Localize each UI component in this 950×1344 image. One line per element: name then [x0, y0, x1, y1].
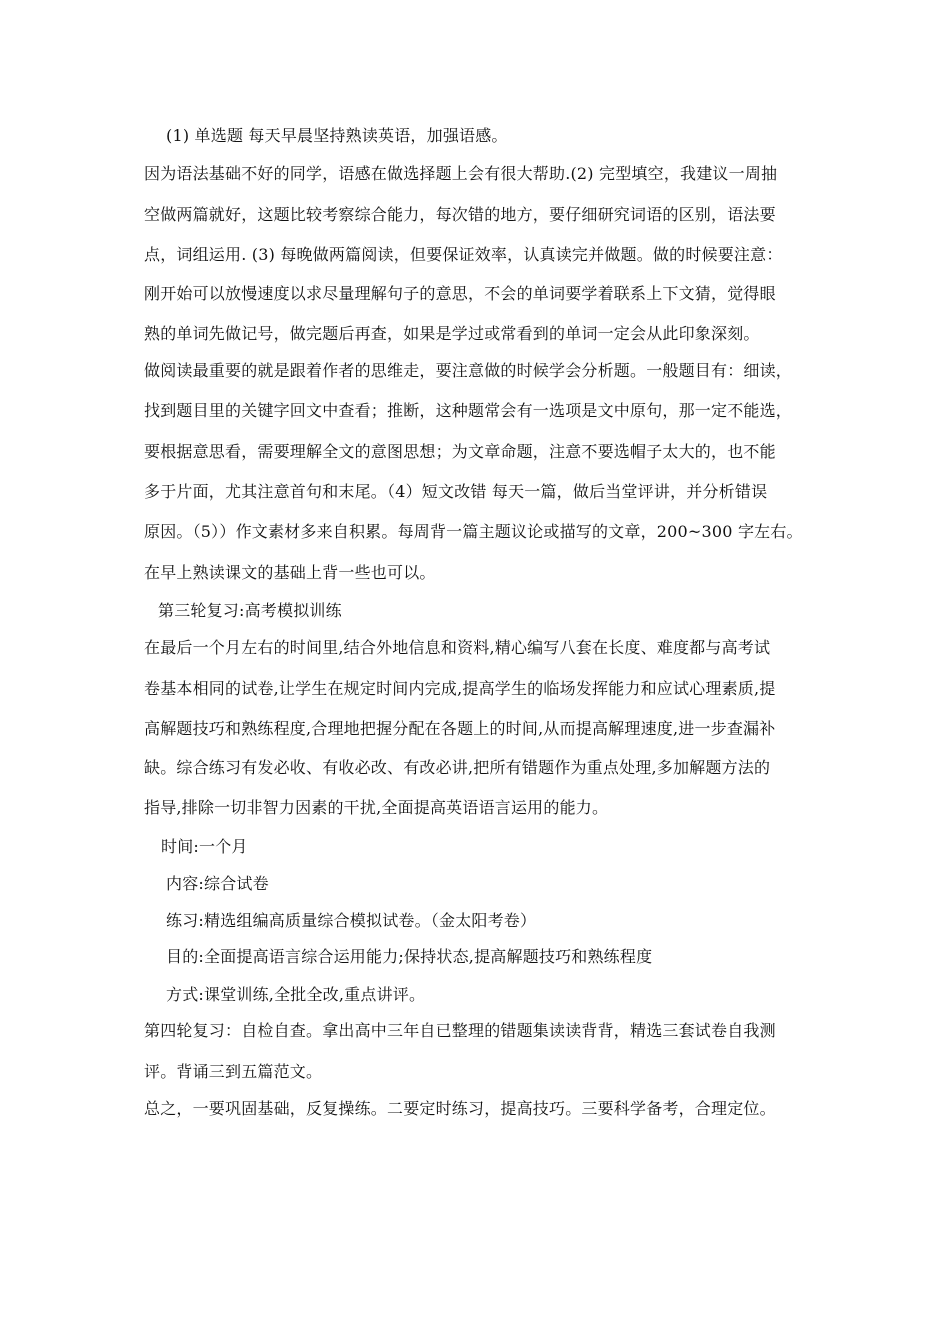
text-line-1: (1) 单选题 每天早晨坚持熟读英语，加强语感。 — [166, 126, 508, 145]
text-line-6: 熟的单词先做记号，做完题后再查，如果是学过或常看到的单词一定会从此印象深刻。 — [144, 324, 760, 343]
text-line-15: 卷基本相同的试卷,让学生在规定时间内完成,提高学生的临场发挥能力和应试心理素质,提 — [144, 679, 776, 698]
text-line-10: 多于片面，尤其注意首句和末尾。（4）短文改错 每天一篇，做后当堂评讲，并分析错误 — [144, 482, 768, 501]
text-line-7: 做阅读最重要的就是跟着作者的思维走，要注意做的时候学会分析题。一般题目有：细读， — [144, 361, 793, 380]
text-line-11: 原因。（5））作文素材多来自积累。每周背一篇主题议论或描写的文章，200~300 字左右。 — [144, 522, 803, 541]
item-method: 方式:课堂训练,全批全改,重点讲评。 — [166, 985, 426, 1004]
item-practice: 练习:精选组编高质量综合模拟试卷。（金太阳考卷） — [166, 911, 537, 930]
text-line-16: 高解题技巧和熟练程度,合理地把握分配在各题上的时间,从而提高解理速度,进一步查漏补 — [144, 719, 776, 738]
text-line-18: 指导,排除一切非智力因素的干扰,全面提高英语语言运用的能力。 — [144, 798, 609, 817]
item-goal: 目的:全面提高语言综合运用能力;保持状态,提高解题技巧和熟练程度 — [166, 947, 653, 966]
text-line-9: 要根据意思看，需要理解全文的意图思想；为文章命题，注意不要选帽子太大的，也不能 — [144, 442, 776, 461]
item-time: 时间:一个月 — [161, 837, 248, 856]
text-line-4: 点，词组运用. (3) 每晚做两篇阅读，但要保证效率，认真读完并做题。做的时候要注意： — [144, 245, 783, 264]
text-line-25: 评。背诵三到五篇范文。 — [144, 1062, 323, 1081]
text-line-24: 第四轮复习：自检自查。拿出高中三年自已整理的错题集读读背背，精选三套试卷自我测 — [144, 1021, 776, 1040]
text-line-5: 刚开始可以放慢速度以求尽量理解句子的意思，不会的单词要学着联系上下文猜，觉得眼 — [144, 284, 776, 303]
text-line-8: 找到题目里的关键字回文中查看；推断，这种题常会有一选项是文中原句，那一定不能选， — [144, 401, 793, 420]
item-content: 内容:综合试卷 — [166, 874, 269, 893]
text-line-2: 因为语法基础不好的同学，语感在做选择题上会有很大帮助.(2) 完型填空，我建议一周抽 — [144, 164, 778, 183]
text-line-14: 在最后一个月左右的时间里,结合外地信息和资料,精心编写八套在长度、难度都与高考试 — [144, 638, 771, 657]
text-line-17: 缺。综合练习有发必收、有收必改、有改必讲,把所有错题作为重点处理,多加解题方法的 — [144, 758, 771, 777]
summary-line: 总之，一要巩固基础，反复操练。二要定时练习，提高技巧。三要科学备考，合理定位。 — [144, 1099, 776, 1118]
text-line-3: 空做两篇就好，这题比较考察综合能力，每次错的地方，要仔细研究词语的区别，语法要 — [144, 205, 776, 224]
text-line-12: 在早上熟读课文的基础上背一些也可以。 — [144, 563, 436, 582]
section-heading-round-three: 第三轮复习:高考模拟训练 — [158, 601, 342, 620]
